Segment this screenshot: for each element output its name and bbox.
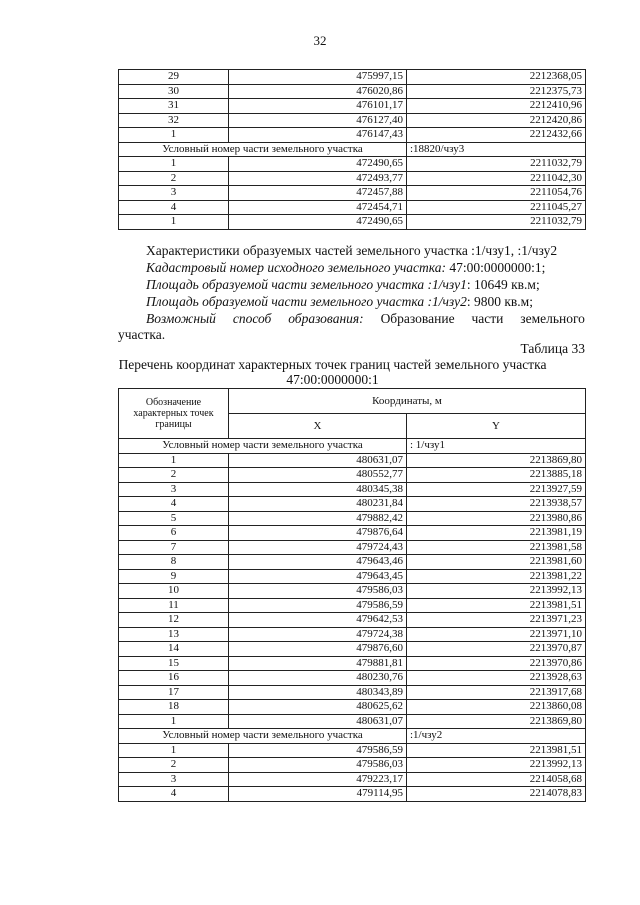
- method-word: части: [471, 311, 504, 326]
- table-row: [119, 627, 586, 642]
- section-label: Условный номер части земельного участка: [119, 142, 407, 157]
- point-number-cell: 32: [119, 113, 229, 128]
- y-coordinate-cell: 2214078,83: [407, 787, 586, 802]
- x-coordinate-cell: 479586,59: [229, 598, 407, 613]
- table-row: [119, 758, 586, 773]
- y-coordinate-cell: 2213981,58: [407, 540, 586, 555]
- x-coordinate-cell: 479114,95: [229, 787, 407, 802]
- point-number-cell: 14: [119, 642, 229, 657]
- y-coordinate-cell: 2213970,87: [407, 642, 586, 657]
- table1-rows-part2: [119, 157, 586, 230]
- table-row: [119, 598, 586, 613]
- point-number-cell: 9: [119, 569, 229, 584]
- y-coordinate-cell: 2213869,80: [407, 453, 586, 468]
- x-coordinate-cell: 480231,84: [229, 497, 407, 512]
- cadastral-value: 47:00:0000000:1;: [446, 260, 546, 275]
- table-section-row: [119, 439, 586, 454]
- point-number-cell: 4: [119, 200, 229, 215]
- area1-value: : 10649 кв.м;: [466, 277, 540, 292]
- y-coordinate-cell: 2213981,22: [407, 569, 586, 584]
- method-word: Возможный: [146, 311, 216, 326]
- header-designation: Обозначение характерных точек границы: [119, 389, 229, 439]
- table-row: [119, 99, 586, 114]
- table-row: [119, 743, 586, 758]
- section-value: :1/чзу2: [407, 729, 586, 744]
- y-coordinate-cell: 2213917,68: [407, 685, 586, 700]
- table1-rows-part1: [119, 70, 586, 143]
- point-number-cell: 3: [119, 482, 229, 497]
- x-coordinate-cell: 479643,45: [229, 569, 407, 584]
- table-row: [119, 555, 586, 570]
- table-row: [119, 656, 586, 671]
- point-number-cell: 2: [119, 171, 229, 186]
- point-number-cell: 30: [119, 84, 229, 99]
- point-number-cell: 1: [119, 743, 229, 758]
- point-number-cell: 1: [119, 157, 229, 172]
- area2-line: [146, 294, 533, 311]
- table-row: [119, 584, 586, 599]
- point-number-cell: 13: [119, 627, 229, 642]
- method-word: способ: [232, 311, 272, 326]
- x-coordinate-cell: 479724,43: [229, 540, 407, 555]
- y-coordinate-cell: 2213981,51: [407, 743, 586, 758]
- x-coordinate-cell: 472490,65: [229, 157, 407, 172]
- point-number-cell: 7: [119, 540, 229, 555]
- point-number-cell: 1: [119, 453, 229, 468]
- y-coordinate-cell: 2214058,68: [407, 772, 586, 787]
- point-number-cell: 1: [119, 215, 229, 230]
- table-row: [119, 497, 586, 512]
- table-title-line1: Перечень координат характерных точек границ частей земельного участка: [118, 357, 547, 372]
- table-row: [119, 453, 586, 468]
- x-coordinate-cell: 480345,38: [229, 482, 407, 497]
- x-coordinate-cell: 480625,62: [229, 700, 407, 715]
- x-coordinate-cell: 479586,03: [229, 758, 407, 773]
- point-number-cell: 10: [119, 584, 229, 599]
- x-coordinate-cell: 480230,76: [229, 671, 407, 686]
- point-number-cell: 1: [119, 128, 229, 143]
- y-coordinate-cell: 2213981,60: [407, 555, 586, 570]
- point-number-cell: 18: [119, 700, 229, 715]
- point-number-cell: 6: [119, 526, 229, 541]
- x-coordinate-cell: 479643,46: [229, 555, 407, 570]
- y-coordinate-cell: 2213980,86: [407, 511, 586, 526]
- table-row: [119, 526, 586, 541]
- x-coordinate-cell: 476020,86: [229, 84, 407, 99]
- y-coordinate-cell: 2213938,57: [407, 497, 586, 512]
- y-coordinate-cell: 2212432,66: [407, 128, 586, 143]
- x-coordinate-cell: 480552,77: [229, 468, 407, 483]
- x-coordinate-cell: 479724,38: [229, 627, 407, 642]
- y-coordinate-cell: 2212410,96: [407, 99, 586, 114]
- table-row: [119, 468, 586, 483]
- header-coordinates: Координаты, м: [229, 389, 586, 414]
- point-number-cell: 15: [119, 656, 229, 671]
- point-number-cell: 2: [119, 468, 229, 483]
- point-number-cell: 5: [119, 511, 229, 526]
- table2-rows-part2: [119, 743, 586, 801]
- table-caption: Таблица 33: [520, 341, 585, 356]
- x-coordinate-cell: 472493,77: [229, 171, 407, 186]
- table-row: [119, 714, 586, 729]
- method-line: [146, 311, 585, 328]
- table-row: [119, 215, 586, 230]
- table-row: [119, 113, 586, 128]
- point-number-cell: 8: [119, 555, 229, 570]
- cadastral-label: Кадастровый номер исходного земельного участка:: [146, 260, 446, 275]
- method-word: Образование: [380, 311, 455, 326]
- y-coordinate-cell: 2212368,05: [407, 70, 586, 85]
- x-coordinate-cell: 479882,42: [229, 511, 407, 526]
- y-coordinate-cell: 2213981,51: [407, 598, 586, 613]
- y-coordinate-cell: 2213970,86: [407, 656, 586, 671]
- y-coordinate-cell: 2213927,59: [407, 482, 586, 497]
- table-row: [119, 642, 586, 657]
- table-row: [119, 787, 586, 802]
- table-section-row: [119, 142, 586, 157]
- table-row: [119, 671, 586, 686]
- area1-label: Площадь образуемой части земельного участка :1/чзу1: [146, 277, 467, 292]
- table-row: [119, 569, 586, 584]
- y-coordinate-cell: 2213860,08: [407, 700, 586, 715]
- point-number-cell: 16: [119, 671, 229, 686]
- y-coordinate-cell: 2213992,13: [407, 584, 586, 599]
- y-coordinate-cell: 2211054,76: [407, 186, 586, 201]
- section-label: Условный номер части земельного участка: [119, 439, 407, 454]
- x-coordinate-cell: 479586,59: [229, 743, 407, 758]
- x-coordinate-cell: 475997,15: [229, 70, 407, 85]
- coordinates-table-33: [118, 388, 586, 802]
- x-coordinate-cell: 476147,43: [229, 128, 407, 143]
- y-coordinate-cell: 2211045,27: [407, 200, 586, 215]
- y-coordinate-cell: 2213971,23: [407, 613, 586, 628]
- table-row: [119, 157, 586, 172]
- x-coordinate-cell: 476127,40: [229, 113, 407, 128]
- point-number-cell: 17: [119, 685, 229, 700]
- section-label: Условный номер части земельного участка: [119, 729, 407, 744]
- area2-value: : 9800 кв.м;: [466, 294, 533, 309]
- x-coordinate-cell: 476101,17: [229, 99, 407, 114]
- y-coordinate-cell: 2213885,18: [407, 468, 586, 483]
- method-word: образования:: [288, 311, 364, 326]
- y-coordinate-cell: 2211032,79: [407, 157, 586, 172]
- table-row: [119, 200, 586, 215]
- table-row: [119, 171, 586, 186]
- table-row: [119, 482, 586, 497]
- characteristics-heading: Характеристики образуемых частей земельного участка :1/чзу1, :1/чзу2: [146, 243, 558, 258]
- x-coordinate-cell: 479876,60: [229, 642, 407, 657]
- section-value: : 1/чзу1: [407, 439, 586, 454]
- section-value: :18820/чзу3: [407, 142, 586, 157]
- y-coordinate-cell: 2211042,30: [407, 171, 586, 186]
- table-row: [119, 613, 586, 628]
- point-number-cell: 4: [119, 787, 229, 802]
- cadastral-line: [146, 260, 545, 277]
- point-number-cell: 2: [119, 758, 229, 773]
- y-coordinate-cell: 2213928,63: [407, 671, 586, 686]
- method-continuation: участка.: [118, 327, 166, 342]
- y-coordinate-cell: 2212420,86: [407, 113, 586, 128]
- y-coordinate-cell: 2213971,10: [407, 627, 586, 642]
- y-coordinate-cell: 2212375,73: [407, 84, 586, 99]
- y-coordinate-cell: 2211032,79: [407, 215, 586, 230]
- table-row: [119, 772, 586, 787]
- area1-line: [146, 277, 540, 294]
- coordinates-table-continued: [118, 69, 586, 230]
- method-word: земельного: [520, 311, 585, 326]
- header-y: Y: [407, 414, 586, 439]
- table-row: [119, 84, 586, 99]
- point-number-cell: 3: [119, 772, 229, 787]
- table-row: [119, 128, 586, 143]
- area2-label: Площадь образуемой части земельного участка :1/чзу2: [146, 294, 467, 309]
- table2-rows-part1: [119, 453, 586, 729]
- x-coordinate-cell: 479881,81: [229, 656, 407, 671]
- page-number: 32: [313, 33, 327, 48]
- header-x: X: [229, 414, 407, 439]
- point-number-cell: 1: [119, 714, 229, 729]
- point-number-cell: 3: [119, 186, 229, 201]
- x-coordinate-cell: 480343,89: [229, 685, 407, 700]
- point-number-cell: 31: [119, 99, 229, 114]
- x-coordinate-cell: 472454,71: [229, 200, 407, 215]
- x-coordinate-cell: 479586,03: [229, 584, 407, 599]
- x-coordinate-cell: 479642,53: [229, 613, 407, 628]
- table-row: [119, 186, 586, 201]
- x-coordinate-cell: 479876,64: [229, 526, 407, 541]
- point-number-cell: 29: [119, 70, 229, 85]
- table-title-line2: 47:00:0000000:1: [286, 372, 379, 387]
- table-header-row: [119, 389, 586, 414]
- table-row: [119, 70, 586, 85]
- point-number-cell: 12: [119, 613, 229, 628]
- x-coordinate-cell: 480631,07: [229, 714, 407, 729]
- y-coordinate-cell: 2213869,80: [407, 714, 586, 729]
- x-coordinate-cell: 479223,17: [229, 772, 407, 787]
- point-number-cell: 11: [119, 598, 229, 613]
- y-coordinate-cell: 2213992,13: [407, 758, 586, 773]
- x-coordinate-cell: 480631,07: [229, 453, 407, 468]
- y-coordinate-cell: 2213981,19: [407, 526, 586, 541]
- table-row: [119, 511, 586, 526]
- x-coordinate-cell: 472457,88: [229, 186, 407, 201]
- table-row: [119, 685, 586, 700]
- table-row: [119, 540, 586, 555]
- x-coordinate-cell: 472490,65: [229, 215, 407, 230]
- point-number-cell: 4: [119, 497, 229, 512]
- table-row: [119, 700, 586, 715]
- table-section-row: [119, 729, 586, 744]
